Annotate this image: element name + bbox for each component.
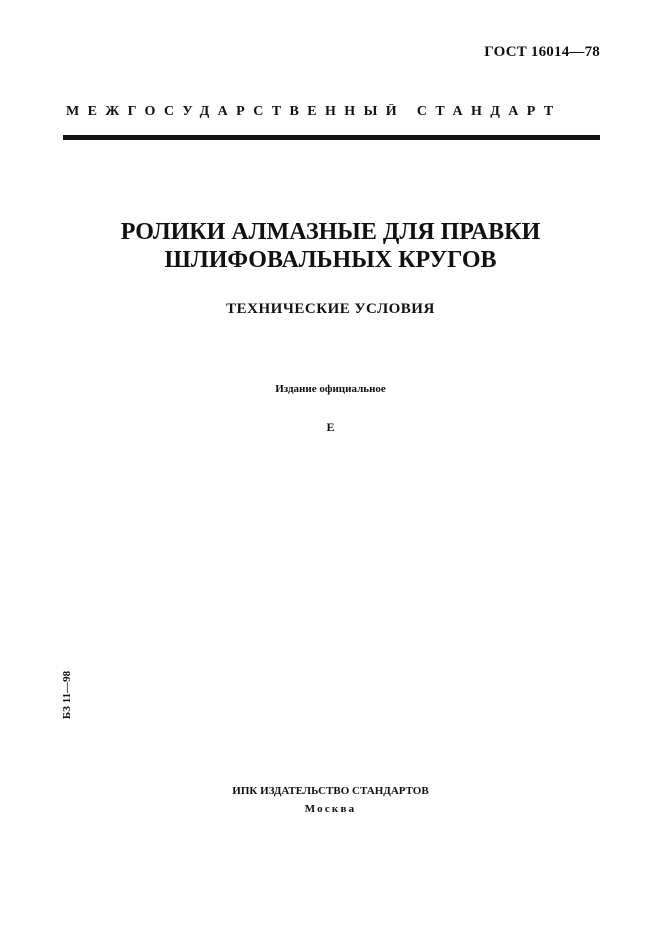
publisher-name: ИПК ИЗДАТЕЛЬСТВО СТАНДАРТОВ	[232, 785, 429, 797]
document-title	[0, 218, 661, 274]
publisher-city: Москва	[304, 803, 357, 815]
edition-letter: Е	[326, 420, 335, 434]
side-code-text: БЗ 11—98	[61, 670, 73, 720]
gost-number: ГОСТ 16014—78	[484, 44, 600, 60]
document-title-line-1: РОЛИКИ АЛМАЗНЫЕ ДЛЯ ПРАВКИ	[120, 219, 541, 245]
document-title-line-2: ШЛИФОВАЛЬНЫХ КРУГОВ	[164, 247, 497, 273]
standard-type-heading: МЕЖГОСУДАРСТВЕННЫЙ СТАНДАРТ	[66, 104, 562, 119]
header-rule	[63, 135, 600, 140]
document-subtitle: ТЕХНИЧЕСКИЕ УСЛОВИЯ	[226, 301, 435, 317]
side-code	[59, 664, 75, 726]
edition-label: Издание официальное	[275, 383, 386, 395]
